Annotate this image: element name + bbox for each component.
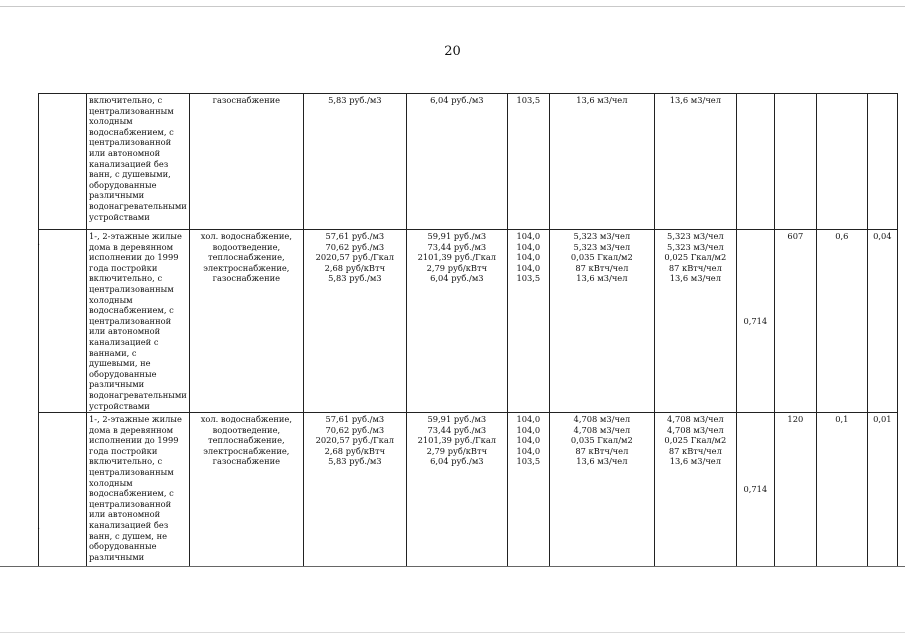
- services-cell: [189, 94, 303, 230]
- tariff-new-line: 2101,39 руб./Гкал: [417, 435, 497, 446]
- tariff-new-cell: [406, 94, 507, 230]
- tariff-current-line: 70,62 руб./м3: [325, 241, 385, 252]
- count-cell: [774, 94, 816, 230]
- services-line: электроснабжение,: [203, 445, 290, 456]
- coefficient-cell: 0,714: [736, 230, 774, 413]
- services-line: электроснабжение,: [203, 262, 290, 273]
- description-cell: 1-, 2-этажные жилые дома в деревянном исполнении до 1999 года постройки включительно, с централизованным холодным водоснабжением, с централизованной или автономной канализацией с ваннами, с душевыми, не оборудованные различными водонагревательными устройствами: [87, 230, 190, 413]
- norm-current-cell: [549, 230, 654, 413]
- services-line: теплоснабжение,: [208, 435, 285, 446]
- services-line: хол. водоснабжение,: [200, 231, 292, 241]
- margin-mark: ·: [37, 524, 41, 535]
- share-cell: 0,6: [816, 230, 867, 413]
- index-line: 104,0: [516, 424, 541, 435]
- tariff-new-line: 73,44 руб./м3: [427, 424, 487, 435]
- scan-edge-top: [0, 6, 905, 7]
- tariff-new-line: 73,44 руб./м3: [427, 241, 487, 252]
- row-index-cell: [39, 413, 87, 567]
- tariff-current-cell: [303, 230, 406, 413]
- table-row: [39, 413, 898, 567]
- services-line: газоснабжение: [212, 273, 281, 284]
- share-cell: [816, 94, 867, 230]
- tariff-current-line: 2,68 руб/кВтч: [324, 262, 386, 273]
- tariff-table: [38, 93, 898, 567]
- norm-current-line: 13,6 м3/чел: [576, 95, 628, 105]
- norm-new-line: 0,025 Гкал/м2: [664, 435, 727, 446]
- tariff-new-line: 6,04 руб./м3: [430, 273, 484, 284]
- table-row: [39, 230, 898, 413]
- coefficient-cell: 0,714: [736, 413, 774, 567]
- norm-current-line: 5,323 м3/чел: [573, 241, 631, 252]
- index-line: 104,0: [516, 414, 541, 425]
- index-line: 103,5: [516, 95, 541, 105]
- norm-new-line: 13,6 м3/чел: [669, 273, 721, 284]
- norm-current-line: 87 кВтч/чел: [575, 262, 629, 273]
- index-line: 104,0: [516, 262, 541, 273]
- value-cell: [867, 94, 897, 230]
- tariff-current-line: 2,68 руб/кВтч: [324, 445, 386, 456]
- row-index-cell: [39, 230, 87, 413]
- index-line: 104,0: [516, 252, 541, 263]
- norm-new-line: 13,6 м3/чел: [669, 456, 721, 467]
- row-index-cell: [39, 94, 87, 230]
- description-cell: включительно, с централизованным холодным водоснабжением, с централизованной или автономной канализацией без ванн, с душевыми, оборудованные различными водонагревательными устройствами: [87, 94, 190, 230]
- norm-current-cell: [549, 94, 654, 230]
- services-cell: [189, 230, 303, 413]
- tariff-current-line: 70,62 руб./м3: [325, 424, 385, 435]
- norm-new-cell: [654, 413, 736, 567]
- tariff-new-cell: [406, 230, 507, 413]
- norm-current-line: 87 кВтч/чел: [575, 445, 629, 456]
- norm-new-line: 87 кВтч/чел: [668, 445, 722, 456]
- tariff-new-line: 6,04 руб./м3: [430, 456, 484, 467]
- index-cell: [507, 94, 549, 230]
- index-line: 103,5: [516, 456, 541, 467]
- tariff-new-line: 6,04 руб./м3: [430, 95, 484, 105]
- services-line: газоснабжение: [212, 456, 281, 467]
- services-line: хол. водоснабжение,: [200, 414, 292, 425]
- norm-new-line: 0,025 Гкал/м2: [664, 252, 727, 263]
- norm-new-line: 4,708 м3/чел: [667, 414, 724, 425]
- tariff-current-line: 5,83 руб./м3: [328, 456, 382, 467]
- tariff-current-line: 5,83 руб./м3: [328, 273, 382, 284]
- count-cell: 607: [774, 230, 816, 413]
- norm-new-cell: [654, 230, 736, 413]
- coefficient-cell: [736, 94, 774, 230]
- norm-new-line: 87 кВтч/чел: [668, 262, 722, 273]
- scan-edge-foot: [0, 632, 905, 633]
- tariff-current-line: 57,61 руб./м3: [325, 231, 385, 241]
- norm-current-line: 13,6 м3/чел: [576, 456, 628, 467]
- index-line: 104,0: [516, 231, 541, 241]
- index-line: 103,5: [516, 273, 541, 284]
- scan-edge-bottom: [0, 566, 905, 567]
- norm-current-line: 4,708 м3/чел: [573, 414, 631, 425]
- share-cell: 0,1: [816, 413, 867, 567]
- tariff-current-line: 2020,57 руб./Гкал: [315, 435, 395, 446]
- norm-new-line: 5,323 м3/чел: [667, 241, 724, 252]
- norm-current-line: 0,035 Гкал/м2: [570, 435, 633, 446]
- services-line: водоотведение,: [212, 424, 281, 435]
- norm-current-line: 13,6 м3/чел: [576, 273, 628, 284]
- value-cell: 0,01: [867, 413, 897, 567]
- description-cell: 1-, 2-этажные жилые дома в деревянном исполнении до 1999 года постройки включительно, с централизованным холодным водоснабжением, с централизованной или автономной канализацией без ванн, с душем, не оборудованные различными: [87, 413, 190, 567]
- table-row: [39, 94, 898, 230]
- tariff-new-cell: [406, 413, 507, 567]
- services-line: теплоснабжение,: [208, 252, 285, 263]
- count-cell: 120: [774, 413, 816, 567]
- norm-new-line: 4,708 м3/чел: [667, 424, 724, 435]
- index-cell: [507, 230, 549, 413]
- tariff-current-cell: [303, 413, 406, 567]
- tariff-current-line: 57,61 руб./м3: [325, 414, 385, 425]
- norm-current-line: 5,323 м3/чел: [573, 231, 631, 241]
- norm-current-line: 4,708 м3/чел: [573, 424, 631, 435]
- index-cell: [507, 413, 549, 567]
- margin-mark: ·: [37, 240, 41, 251]
- norm-new-line: 13,6 м3/чел: [669, 95, 721, 105]
- norm-new-line: 5,323 м3/чел: [667, 231, 724, 241]
- tariff-current-cell: [303, 94, 406, 230]
- services-cell: [189, 413, 303, 567]
- tariff-new-line: 59,91 руб./м3: [427, 231, 487, 241]
- value-cell: 0,04: [867, 230, 897, 413]
- tariff-new-line: 2101,39 руб./Гкал: [417, 252, 497, 263]
- index-line: 104,0: [516, 435, 541, 446]
- norm-current-cell: [549, 413, 654, 567]
- tariff-new-line: 2,79 руб/кВтч: [426, 445, 488, 456]
- index-line: 104,0: [516, 241, 541, 252]
- tariff-current-line: 5,83 руб./м3: [328, 95, 382, 105]
- services-line: водоотведение,: [212, 241, 281, 252]
- tariff-new-line: 2,79 руб/кВтч: [426, 262, 488, 273]
- tariff-current-line: 2020,57 руб./Гкал: [315, 252, 395, 263]
- services-line: газоснабжение: [212, 95, 281, 105]
- norm-current-line: 0,035 Гкал/м2: [570, 252, 633, 263]
- tariff-new-line: 59,91 руб./м3: [427, 414, 487, 425]
- index-line: 104,0: [516, 445, 541, 456]
- norm-new-cell: [654, 94, 736, 230]
- page-number: 20: [444, 44, 461, 59]
